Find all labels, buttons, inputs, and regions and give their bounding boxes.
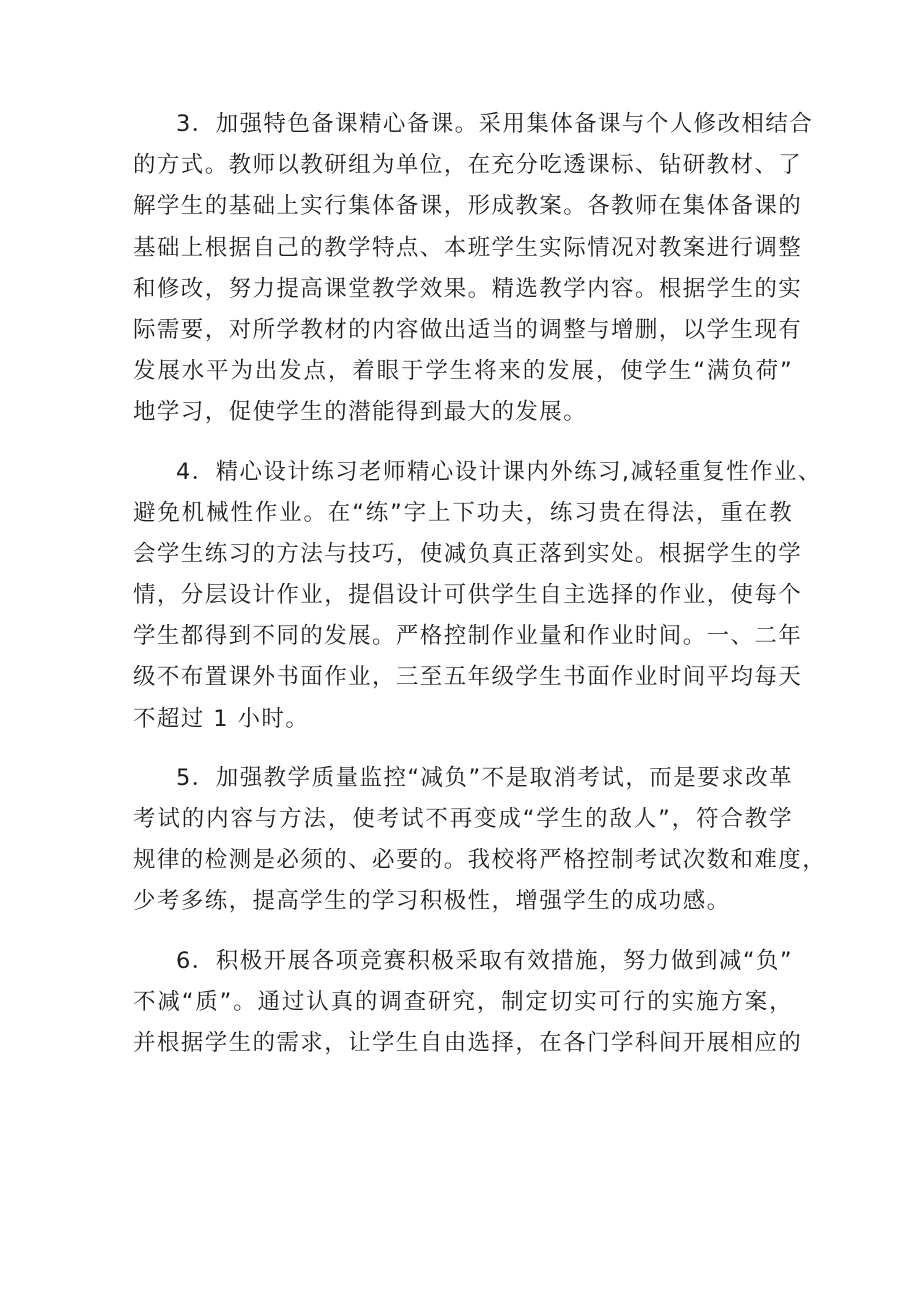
text-line: 解学生的基础上实行集体备课，形成教案。各教师在集体备课的 — [133, 193, 803, 220]
paragraph-6 — [133, 941, 803, 1065]
text-line: 际需要，对所学教材的内容做出适当的调整与增删，以学生现有 — [133, 316, 803, 343]
text-line: 考试的内容与方法，使考试不再变成“学生的敌人”，符合教学 — [133, 806, 793, 832]
text-line: 的方式。教师以教研组为单位，在充分吃透课标、钻研教材、了 — [133, 152, 803, 179]
text-line: 4．精心设计练习老师精心设计课内外练习,减轻重复性作业、 — [176, 458, 822, 485]
paragraph-4 — [133, 452, 822, 740]
document-page — [133, 104, 827, 1082]
paragraph-5 — [133, 758, 827, 923]
text-line: 发展水平为出发点，着眼于学生将来的发展，使学生“满负荷” — [133, 358, 793, 385]
text-line: 级不布置课外书面作业，三至五年级学生书面作业时间平均每天 — [133, 664, 803, 691]
text-line: 3．加强特色备课精心备课。采用集体备课与个人修改相结合 — [176, 111, 814, 137]
text-line: 避免机械性作业。在“练”字上下功夫，练习贵在得法，重在教 — [133, 499, 793, 526]
text-line: 基础上根据自己的教学特点、本班学生实际情况对教案进行调整 — [133, 234, 803, 261]
text-line: 学生都得到不同的发展。严格控制作业量和作业时间。一、二年 — [133, 623, 803, 650]
text-line: 和修改，努力提高课堂教学效果。精选教学内容。根据学生的实 — [133, 275, 803, 302]
text-line: 会学生练习的方法与技巧，使减负真正落到实处。根据学生的学 — [133, 540, 803, 567]
text-line: 5．加强教学质量监控“减负”不是取消考试，而是要求改革 — [176, 764, 793, 791]
text-line: 少考多练，提高学生的学习积极性，增强学生的成功感。 — [133, 888, 731, 915]
text-line: 规律的检测是必须的、必要的。我校将严格控制考试次数和难度， — [133, 847, 827, 874]
text-line: 不减“质”。通过认真的调查研究，制定切实可行的实施方案， — [133, 988, 793, 1015]
paragraph-3 — [133, 104, 814, 434]
text-line: 地学习，促使学生的潜能得到最大的发展。 — [133, 399, 588, 426]
text-line: 并根据学生的需求，让学生自由选择，在各门学科间开展相应的 — [133, 1029, 803, 1056]
text-line: 6．积极开展各项竞赛积极采取有效措施，努力做到减“负” — [176, 947, 793, 974]
text-line: 不超过 1 小时。 — [133, 705, 310, 732]
text-line: 情，分层设计作业，提倡设计可供学生自主选择的作业，使每个 — [133, 582, 803, 609]
